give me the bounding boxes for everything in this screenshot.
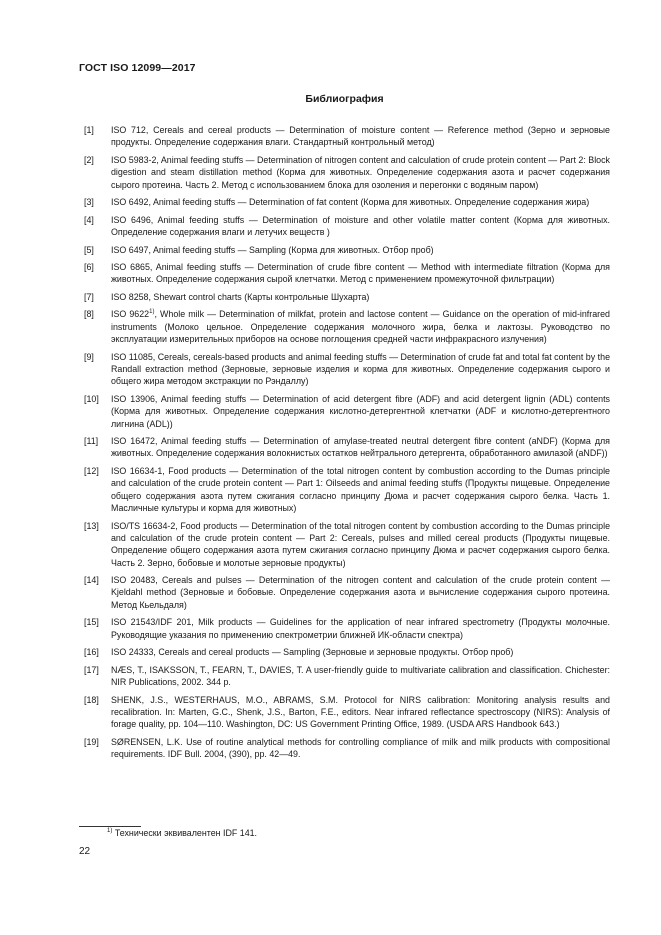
reference-item	[80, 351, 610, 388]
reference-number: [19]	[84, 736, 99, 747]
reference-text-main: ISO 21543/IDF 201, Milk products — Guidelines for the application of near infrared spectrometry (Продукты молочные. Руководящие указания по применению спектрометрии ближней ИК-области спектра)	[111, 617, 610, 640]
footnote-text: Технически эквивалентен IDF 141.	[114, 828, 258, 838]
reference-text	[111, 215, 610, 237]
reference-text-main: ISO 6497, Animal feeding stuffs — Sampling (Корма для животных. Отбор проб)	[111, 244, 434, 255]
reference-number: [5]	[84, 244, 94, 255]
reference-number: [1]	[84, 125, 94, 135]
reference-item	[80, 214, 610, 239]
reference-number: [4]	[84, 214, 94, 225]
reference-number: [14]	[84, 575, 99, 586]
reference-text-main: ISO 13906, Animal feeding stuffs — Determination of acid detergent fibre (ADF) and acid detergent lignin (ADL) contents (Корма для животных. Определение содержания кислотно-детергентной клетчатки (ADF и кислотно-детергентного лигнина (ADL))	[111, 393, 610, 429]
footnote	[107, 828, 257, 838]
reference-text	[111, 125, 610, 147]
reference-text	[111, 352, 610, 387]
reference-number: [10]	[84, 393, 99, 404]
reference-item	[80, 520, 610, 569]
reference-text	[111, 292, 369, 302]
reference-number: [15]	[84, 617, 99, 628]
reference-number: [16]	[84, 647, 99, 658]
reference-item	[80, 694, 610, 731]
reference-text	[111, 575, 610, 610]
reference-text	[111, 197, 589, 207]
reference-text	[111, 617, 610, 639]
reference-text	[111, 436, 610, 458]
reference-text-main: ISO 712, Cereals and cereal products — Determination of moisture content — Reference method (Зерно и зерновые продукты. Определение содержания влаги. Стандартный контрольный метод)	[111, 125, 610, 148]
reference-item	[80, 574, 610, 611]
reference-item	[80, 664, 610, 689]
reference-text-main: ISO 20483, Cereals and pulses — Determination of the nitrogen content and calculation of the crude protein content — Kjeldahl method (Зерновые и бобовые. Определение содержания азота и вычисление содержания сырого протеина. Метод Кьельдаля)	[111, 575, 610, 610]
reference-text-continued: , Whole milk — Determination of milkfat, protein and lactose content — Guidance on the operation of mid-infrared instruments (Молоко цельное. Определение содержания молочного жира, белка и лактозы. Руководство по эксплуатации измерительных приборов на основе поглощения средней части инфракрасного излучения)	[111, 309, 610, 345]
reference-text-main: ISO 9622	[111, 309, 150, 320]
reference-text-main: SHENK, J.S., WESTERHAUS, M.O., ABRAMS, S.M. Protocol for NIRS calibration: Monitoring analysis results and recalibration. In: Marten, G.C., Shenk, J.S., Barton, F.E., editors. Near infrared reflectance spectroscopy (NIRS): Analysis of forage quality, pp. 104—110. Washington, DC: US Government Printing Office, 1989. (USDA ARS Handbook 643.)	[111, 694, 610, 730]
page-number: 22	[79, 846, 91, 857]
footnote-separator	[79, 826, 141, 827]
reference-text-main: SØRENSEN, L.K. Use of routine analytical methods for controlling compliance of milk and milk products with compositional requirements. IDF Bull. 2004, (390), pp. 42—49.	[111, 736, 610, 760]
reference-item	[80, 124, 610, 149]
reference-item	[80, 616, 610, 641]
reference-text-main: ISO 8258, Shewart control charts (Карты контрольные Шухарта)	[111, 291, 370, 302]
reference-text-main: ISO 24333, Cereals and cereal products — Sampling (Зерновые и зерновые продукты. Отбор проб)	[111, 647, 514, 658]
reference-item	[80, 646, 610, 658]
reference-item	[80, 154, 610, 191]
reference-text	[111, 521, 610, 568]
reference-text-main: ISO 6865, Animal feeding stuffs — Determination of crude fibre content — Method with intermediate filtration (Корма для животных. Определение содержания сырой клетчатки. Метод с применением промежуточной фильтрации)	[111, 262, 610, 285]
document-header: ГОСТ ISO 12099—2017	[79, 62, 196, 74]
reference-text	[111, 737, 610, 759]
reference-text-main: ISO 16634-1, Food products — Determination of the total nitrogen content by combustion according to the Dumas principle and calculation of the crude protein content — Part 1: Oilseeds and animal feeding stuffs (Продукты пищевые. Определение общего содержания азота путем сжигания согласно принципу Дюма и расчет содержания сырого белка. Часть 1. Масличные культуры и корма для животных)	[111, 465, 610, 513]
reference-item	[80, 736, 610, 761]
reference-number: [2]	[84, 154, 94, 165]
reference-number: [18]	[84, 694, 99, 705]
reference-number: [11]	[84, 436, 99, 447]
reference-text-main: ISO 6492, Animal feeding stuffs — Determination of fat content (Корма для животных. Определение содержания жира)	[111, 197, 590, 208]
reference-text	[111, 262, 610, 284]
reference-text	[111, 695, 610, 730]
reference-text	[111, 466, 610, 513]
reference-item	[80, 465, 610, 514]
reference-text	[111, 309, 610, 344]
reference-number: [7]	[84, 291, 94, 302]
reference-text	[111, 245, 434, 255]
footnote-marker: 1)	[149, 309, 155, 316]
reference-item	[80, 196, 610, 208]
reference-text-main: ISO 16472, Animal feeding stuffs — Determination of amylase-treated neutral detergent fibre content (aNDF) (Корма для животных. Определение содержания волокнистых остатков нейтрального детергента, обработанного амилазой (aNDF))	[111, 436, 610, 459]
reference-item	[80, 308, 610, 345]
reference-number: [9]	[84, 351, 94, 362]
bibliography-title: Библиография	[305, 93, 384, 105]
reference-text	[111, 394, 610, 429]
reference-item	[80, 393, 610, 430]
reference-text	[111, 155, 610, 190]
reference-number: [6]	[84, 262, 94, 273]
reference-number: [3]	[84, 197, 94, 208]
reference-item	[80, 244, 610, 256]
reference-item	[80, 261, 610, 286]
reference-text-main: ISO 11085, Cereals, cereals-based products and animal feeding stuffs — Determination of crude fat and total fat content by the Randall extraction method (Зерновые, зерновые изделия и корма для животных. Определение содержания сырого и общего жира методом экстракции по Рэндаллу)	[111, 351, 610, 387]
reference-number: [12]	[84, 465, 99, 476]
footnote-mark: 1)	[107, 828, 113, 835]
reference-number: [17]	[84, 664, 99, 675]
reference-text	[111, 665, 610, 687]
reference-text-main: ISO 6496, Animal feeding stuffs — Determination of moisture and other volatile matter content (Корма для животных. Определение содержания влаги и летучих веществ )	[111, 214, 610, 237]
reference-number: [8]	[84, 309, 94, 320]
reference-text-main: NÆS, T., ISAKSSON, T., FEARN, T., DAVIES, T. A user-friendly guide to multivariate calibration and classification. Chichester: NIR Publications, 2002. 344 p.	[111, 664, 610, 688]
reference-number: [13]	[84, 520, 99, 531]
reference-item	[80, 435, 610, 460]
reference-text-main: ISO/TS 16634-2, Food products — Determination of the total nitrogen content by combustion according to the Dumas principle and calculation of the crude protein content — Part 2: Cereals, pulses and milled cereal products (Продукты пищевые. Определение общего содержания азота путем сжигания согласно принципу Дюма и расчет содержания сырого белка. Часть 2. Зерно, бобовые и молотые зерновые продукты)	[111, 520, 610, 568]
reference-item	[80, 291, 610, 303]
reference-text-main: ISO 5983-2, Animal feeding stuffs — Determination of nitrogen content and calculation of crude protein content — Part 2: Block digestion and steam distillation method (Корма для животных. Определение содержания азота и расчет содержания сырого протеина. Часть 2. Метод с использованием блока для озоления и перегонки с водяным паром)	[111, 154, 610, 190]
reference-text	[111, 647, 513, 657]
reference-list	[80, 124, 610, 766]
